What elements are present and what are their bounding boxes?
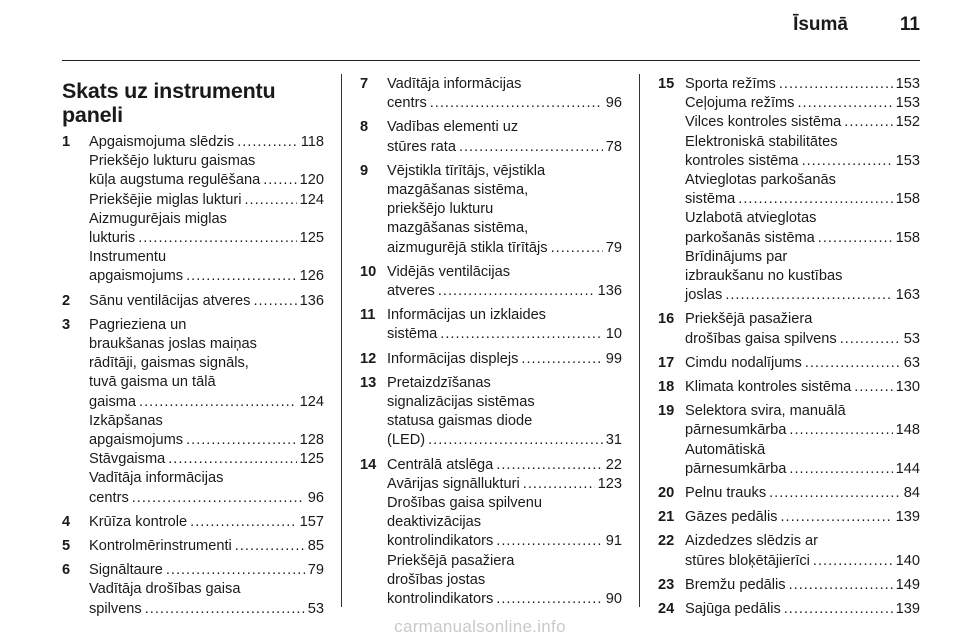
index-entry [658,508,920,527]
entry-line [387,590,622,609]
page-reference: 118 [300,134,324,150]
entry-text: Priekšējā pasažiera [685,311,813,328]
entry-line [387,412,622,431]
entry-number: 11 [360,307,376,324]
header-rule [62,60,920,61]
entry-text: Apgaismojuma slēdzis [89,134,235,150]
dot-leader [738,190,892,209]
entry-text: stūres bloķētājierīci [685,552,810,569]
index-entry [658,484,920,503]
entry-text: Priekšējo lukturu gaismas [89,153,256,170]
dot-leader [138,229,296,248]
dot-leader [523,475,595,494]
running-header-title: Īsumā [793,14,848,35]
entry-text: Vilces kontroles sistēma [685,114,842,131]
entry-text: lukturis [89,230,136,247]
entry-line [89,248,324,267]
index-entry [658,402,920,479]
dot-leader [840,330,901,349]
index-entry [360,306,622,344]
entry-text: deaktivizācijas [387,514,482,531]
entry-text: pārnesumkārba [685,460,787,477]
entry-text: Centrālā atslēga [387,456,494,473]
entry-line [89,354,324,373]
entry-number: 16 [658,311,675,328]
dot-leader [496,590,603,609]
dot-leader [132,489,305,508]
dot-leader [263,171,296,190]
entry-line [387,75,622,94]
dot-leader [186,267,297,286]
entry-text: pārnesumkārba [685,422,787,439]
entry-line [685,354,920,373]
entry-line [89,210,324,229]
dot-leader [725,286,892,305]
page-reference: 31 [605,432,622,449]
entry-line [89,316,324,335]
entry-line [685,133,920,152]
column-divider [341,74,342,607]
entry-number: 19 [658,403,675,420]
entry-line [89,600,324,619]
page-reference: 79 [307,562,324,579]
page-reference: 120 [299,172,324,189]
entry-text: Signāltaure [89,562,163,579]
entry-line [89,292,324,311]
entry-line [387,118,622,137]
entry-text: drošības gaisa spilvens [685,330,837,347]
page-reference: 128 [299,432,324,449]
entry-text: Klimata kontroles sistēma [685,379,852,396]
entry-text: Vadītāja drošības gaisa [89,581,241,598]
page-reference: 158 [895,229,920,246]
entry-line [387,513,622,532]
entry-line [387,306,622,325]
entry-text: centrs [387,95,427,112]
entry-line [685,460,920,479]
dot-leader [244,191,296,210]
entry-text: kontrolindikators [387,533,494,550]
index-entry [658,310,920,348]
column-2 [360,75,622,614]
entry-line [89,393,324,412]
entry-line [89,267,324,286]
entry-text: Vadības elementi uz [387,119,519,136]
dot-leader [168,450,296,469]
entry-text: rādītāji, gaismas signāls, [89,355,249,372]
page-reference: 85 [307,538,324,555]
entry-text: statusa gaismas diode [387,413,533,430]
page-reference: 124 [299,393,324,410]
dot-leader [428,431,603,450]
page-reference: 53 [903,330,920,347]
entry-text: izbraukšanu no kustības [685,268,843,285]
page-reference: 157 [299,513,324,530]
entry-line [685,532,920,551]
entry-text: Brīdinājums par [685,248,788,265]
dot-leader [253,292,296,311]
entry-text: Vadītāja informācijas [387,76,522,92]
entry-line [89,191,324,210]
entry-line [89,152,324,171]
entry-line [685,94,920,113]
index-entry [62,513,324,532]
entry-number: 13 [360,374,377,391]
entry-text: Sajūga pedālis [685,601,781,618]
page-reference: 96 [605,95,622,112]
watermark: carmanualsonline.info [394,617,566,636]
entry-text: Informācijas displejs [387,350,519,367]
entry-text: sistēma [387,326,438,343]
dot-leader [145,600,305,619]
entry-line [89,450,324,469]
entry-line [387,94,622,113]
entry-text: signalizācijas sistēmas [387,394,535,411]
entry-line [89,133,324,152]
page-reference: 149 [895,576,920,593]
page-reference: 91 [605,533,622,550]
index-entry [658,354,920,373]
dot-leader [844,113,892,132]
entry-number: 4 [62,513,71,530]
index-entry [360,374,622,451]
entry-text: Automātiskā [685,441,766,458]
entry-line [685,484,920,503]
entry-line [387,475,622,494]
entry-text: Elektroniskā stabilitātes [685,133,838,150]
page-reference: 136 [597,283,622,300]
entry-line [89,335,324,354]
entry-text: stūres rata [387,138,456,155]
page-reference: 96 [307,489,324,506]
entry-number: 5 [62,538,71,555]
index-entry [360,263,622,301]
entry-line [685,248,920,267]
entry-line [387,431,622,450]
entry-text: Cimdu nodalījums [685,354,802,371]
entry-line [89,373,324,392]
entry-line [387,393,622,412]
page-reference: 153 [895,152,920,169]
entry-text: apgaismojums [89,432,184,449]
index-entry [360,456,622,610]
entry-line [89,537,324,556]
page-reference: 158 [895,191,920,208]
entry-text: Pelnu trauks [685,485,767,502]
entry-line [685,330,920,349]
entry-line [685,378,920,397]
dot-leader [551,239,603,258]
entry-number: 2 [62,292,71,309]
index-entry [62,133,324,287]
column-divider [639,74,640,607]
entry-text: gaisma [89,393,137,410]
entry-line [89,489,324,508]
page-reference: 22 [605,456,622,473]
page-reference: 140 [895,552,920,569]
dot-leader [459,138,603,157]
dot-leader [496,456,602,475]
entry-text: Aizdedzes slēdzis ar [685,533,819,550]
dot-leader [780,508,892,527]
entry-line [685,113,920,132]
dot-leader [521,350,602,369]
entry-text: Drošības gaisa spilvenu [387,495,542,512]
index-entry [62,537,324,556]
entry-line [387,263,622,282]
entry-text: Priekšējie miglas lukturi [89,191,242,208]
entry-number: 8 [360,119,369,136]
entry-line [685,229,920,248]
entry-line [685,286,920,305]
dot-leader [186,431,297,450]
entry-text: sistēma [685,191,736,208]
entry-number: 18 [658,379,675,396]
entry-line [685,310,920,329]
entry-text: Informācijas un izklaides [387,307,546,324]
column-3 [658,75,920,624]
dot-leader [235,537,305,556]
entry-line [685,267,920,286]
entry-number: 9 [360,162,369,179]
page-reference: 125 [299,451,324,468]
index-entry [658,378,920,397]
entry-line [89,561,324,580]
column-1 [62,75,324,624]
index-entry [360,162,622,258]
entry-line [387,138,622,157]
entry-text: Sporta režīms [685,76,776,92]
page-reference: 153 [895,76,920,92]
page-number: 11 [899,14,920,35]
entry-line [685,441,920,460]
entry-text: Aizmugurējais miglas [89,210,227,227]
entry-text: Pretaizdzīšanas [387,374,491,391]
dot-leader [805,354,901,373]
page-reference: 10 [605,326,622,343]
page-reference: 90 [605,591,622,608]
dot-leader [813,552,893,571]
entry-text: Izkāpšanas [89,412,163,429]
entry-line [685,75,920,94]
entry-text: Uzlabotā atvieglotas [685,210,817,227]
entry-line [685,576,920,595]
entry-line [387,374,622,393]
page-reference: 126 [299,268,324,285]
entry-line [387,350,622,369]
entry-line [387,494,622,513]
index-entry [360,350,622,369]
entry-text: mazgāšanas sistēma, [387,182,529,199]
page-reference: 79 [605,239,622,256]
index-entry [658,576,920,595]
entry-text: centrs [89,489,129,506]
entry-line [685,171,920,190]
entry-text: drošības jostas [387,571,486,588]
page-reference: 123 [597,475,622,492]
entry-line [89,171,324,190]
entry-line [89,229,324,248]
dot-leader [496,532,603,551]
dot-leader [789,460,892,479]
entry-number: 24 [658,601,675,618]
page-reference: 163 [895,287,920,304]
page-reference: 84 [903,485,920,502]
entry-number: 14 [360,456,377,473]
entry-line [685,421,920,440]
index-entry [360,118,622,156]
dot-leader [438,282,595,301]
page-reference: 148 [895,422,920,439]
entry-line [685,190,920,209]
dot-leader [440,325,602,344]
entry-number: 21 [658,509,675,526]
entry-line [387,325,622,344]
entry-line [387,162,622,181]
entry-number: 12 [360,350,377,367]
dot-leader [237,133,298,152]
entry-text: Instrumentu [89,249,167,266]
entry-text: Priekšējā pasažiera [387,552,515,569]
entry-line [387,282,622,301]
entry-line [89,513,324,532]
entry-text: Stāvgaisma [89,451,166,468]
entry-text: Vadītāja informācijas [89,470,224,487]
entry-text: joslas [685,287,723,304]
entry-text: spilvens [89,600,142,617]
entry-text: Krūīza kontrole [89,513,188,530]
page-reference: 99 [605,350,622,367]
page-reference: 124 [299,191,324,208]
entry-line [387,200,622,219]
dot-leader [139,393,297,412]
dot-leader [779,75,893,94]
entry-text: Sānu ventilācijas atveres [89,292,251,309]
entry-number: 23 [658,576,675,593]
index-entry [360,75,622,113]
entry-number: 20 [658,485,675,502]
entry-text: Avārijas signāllukturi [387,475,520,492]
entry-line [387,239,622,258]
entry-text: Gāzes pedālis [685,509,778,526]
dot-leader [430,94,603,113]
entry-number: 15 [658,76,675,92]
entry-line [89,431,324,450]
dot-leader [190,513,296,532]
entry-text: Selektora svira, manuālā [685,403,846,420]
page-reference: 152 [895,114,920,131]
index-entry [62,292,324,311]
entry-line [685,552,920,571]
index-entry [62,316,324,508]
entry-text: Kontrolmērinstrumenti [89,538,232,555]
dot-leader [797,94,892,113]
entry-text: aizmugurējā stikla tīrītājs [387,239,548,256]
page-reference: 136 [299,292,324,309]
entry-line [387,571,622,590]
entry-text: tuvā gaisma un tālā [89,374,216,391]
entry-text: apgaismojums [89,268,184,285]
entry-line [387,552,622,571]
entry-text: mazgāšanas sistēma, [387,220,529,237]
index-entry [658,75,920,305]
page-reference: 63 [903,354,920,371]
entry-number: 1 [62,134,71,150]
entry-text: Vējstikla tīrītājs, vējstikla [387,162,546,179]
entry-text: priekšējo lukturu [387,201,494,218]
entry-line [685,209,920,228]
entry-text: Vidējās ventilācijas [387,263,511,280]
dot-leader [789,421,892,440]
entry-line [685,508,920,527]
page-reference: 139 [895,509,920,526]
dot-leader [854,378,892,397]
page-reference: 144 [895,460,920,477]
entry-number: 7 [360,76,369,92]
dot-leader [769,484,901,503]
entry-number: 10 [360,263,377,280]
page-reference: 53 [307,600,324,617]
entry-text: (LED) [387,432,426,449]
entry-text: atveres [387,283,435,300]
entry-number: 3 [62,316,71,333]
entry-line [89,580,324,599]
dot-leader [802,152,893,171]
entry-text: Pagrieziena un [89,316,187,333]
entry-line [89,469,324,488]
page-reference: 125 [299,230,324,247]
entry-text: Bremžu pedālis [685,576,786,593]
dot-leader [818,229,893,248]
page-reference: 130 [895,379,920,396]
entry-text: kūļa augstuma regulēšana [89,172,261,189]
entry-text: kontrolindikators [387,591,494,608]
entry-text: Atvieglotas parkošanās [685,172,836,189]
entry-text: Ceļojuma režīms [685,95,795,112]
entry-line [685,402,920,421]
entry-line [387,219,622,238]
entry-number: 22 [658,533,675,550]
page-reference: 153 [895,95,920,112]
entry-line [685,152,920,171]
index-entry [62,561,324,619]
entry-line [89,412,324,431]
dot-leader [789,576,893,595]
entry-text: parkošanās sistēma [685,229,815,246]
section-title: Skats uz instrumentu paneli [62,79,276,127]
entry-number: 6 [62,562,71,579]
entry-text: kontroles sistēma [685,152,799,169]
dot-leader [166,561,305,580]
entry-line [387,532,622,551]
entry-text: braukšanas joslas maiņas [89,336,257,353]
entry-line [387,181,622,200]
page-reference: 78 [605,138,622,155]
entry-number: 17 [658,354,675,371]
page-reference: 139 [895,601,920,618]
index-entry [658,532,920,570]
entry-line [387,456,622,475]
